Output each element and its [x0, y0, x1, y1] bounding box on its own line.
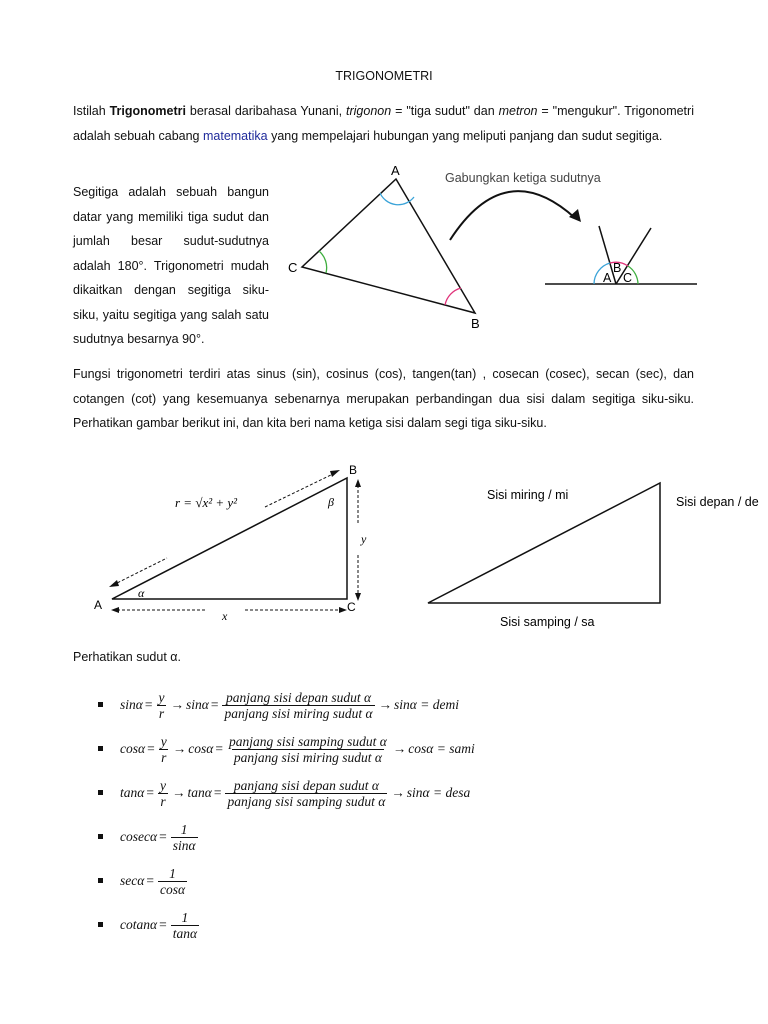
note-angle-alpha: Perhatikan sudut α.: [73, 650, 181, 664]
formula-cotan: cotanα = $\frac{1}{\tan\alpha}$: [0, 903, 768, 947]
label-c: C: [288, 260, 298, 275]
y-arrow-up-icon: [355, 479, 361, 487]
curved-arrow-icon: [450, 191, 575, 240]
vertex-c: C: [347, 600, 356, 614]
bullet: [98, 746, 103, 751]
right-triangle-figure: [85, 455, 385, 630]
combine-caption: Gabungkan ketiga sudutnya: [445, 171, 601, 185]
page-title: TRIGONOMETRI: [335, 69, 433, 83]
combined-label-b: B: [613, 261, 622, 275]
formula-tan: tanα = $\frac{y}{r}$ → tanα = $\frac{\text{panjang sisi depan sudut α}}{\text{panjang sisi samping sudut α}}$ → sinα = desa: [0, 771, 768, 815]
arc-c: [319, 251, 327, 273]
side-y: y: [361, 532, 367, 546]
named-sides-figure: [420, 475, 768, 635]
label-sisi-miring: Sisi miring / mi: [487, 488, 569, 502]
y-arrow-down-icon: [355, 593, 361, 601]
bullet: [98, 878, 103, 883]
bullet: [98, 922, 103, 927]
formula-cos: cosα = $\frac{y}{r}$ → cosα = $\frac{\text{panjang sisi samping sudut α}}{\text{panjang sisi miring sudut α}}$ → cosα = sami: [0, 727, 768, 771]
combined-label-c: C: [623, 271, 633, 285]
vertex-a: A: [94, 598, 103, 612]
side-x: x: [222, 609, 228, 623]
x-arrow-left-icon: [111, 607, 119, 613]
triangle-definition-paragraph: Segitiga adalah sebuah bangun datar yang memiliki tiga sudut dan jumlah besar sudut-sudutnya adalah 180°. Trigonometri mudah dikaitkan dengan segitiga siku-siku, yaitu segitiga yang salah satu sudutnya besarnya 90°.: [73, 185, 269, 346]
matematika-link[interactable]: matematika: [202, 128, 268, 143]
combined-label-a: A: [603, 271, 612, 285]
functions-paragraph: Fungsi trigonometri terdiri atas sinus (sin), cosinus (cos), tangen(tan) , cosecan (cosec), secan (sec), dan cotangen (cot) yang kesemuanya sebenarnya merupakan perbandingan dua sisi dalam segitiga siku-siku. Perhatikan gambar berikut ini, dan kita beri nama ketiga sisi dalam segi tiga siku-siku.: [73, 367, 694, 430]
arc-a: [380, 193, 414, 205]
bullet: [98, 790, 103, 795]
vertex-b: B: [349, 463, 358, 477]
formula-sin: sinα = $\frac{y}{r}$ → sinα = $\frac{\text{panjang sisi depan sudut α}}{\text{panjang sisi miring sudut α}}$ → sinα = demi: [0, 683, 768, 727]
angle-alpha: α: [138, 586, 145, 600]
ray-right: [616, 228, 651, 284]
triangle-angles-figure: [285, 160, 705, 335]
label-a: A: [391, 163, 400, 178]
r-arrow-lower-icon: [109, 580, 119, 587]
bullet: [98, 702, 103, 707]
label-b: B: [471, 316, 480, 331]
arc-b: [445, 288, 461, 305]
formula-sec: secα = $\frac{1}{\cos\alpha}$: [0, 859, 768, 903]
r-dash-lower: [113, 558, 167, 585]
triangle-abc: [302, 179, 475, 313]
r-arrow-upper-icon: [330, 470, 340, 477]
label-sisi-samping: Sisi samping / sa: [500, 615, 595, 629]
formula-cosec: cosecα = $\frac{1}{\sin\alpha}$: [0, 815, 768, 859]
angle-beta: β: [328, 495, 334, 509]
intro-paragraph: Istilah Trigonometri berasal daribahasa Yunani, trigonon = "tiga sudut" dan metron = "mengukur". Trigonometri adalah sebuah cabang matematika yang mempelajari hubungan yang meliputi panjang dan sudut segitiga.: [73, 104, 694, 143]
arrow-head-icon: [569, 209, 581, 222]
r-formula: r = √x² + y²: [175, 495, 238, 510]
bullet: [98, 834, 103, 839]
x-arrow-right-icon: [339, 607, 347, 613]
label-sisi-depan: Sisi depan / de: [676, 495, 759, 509]
